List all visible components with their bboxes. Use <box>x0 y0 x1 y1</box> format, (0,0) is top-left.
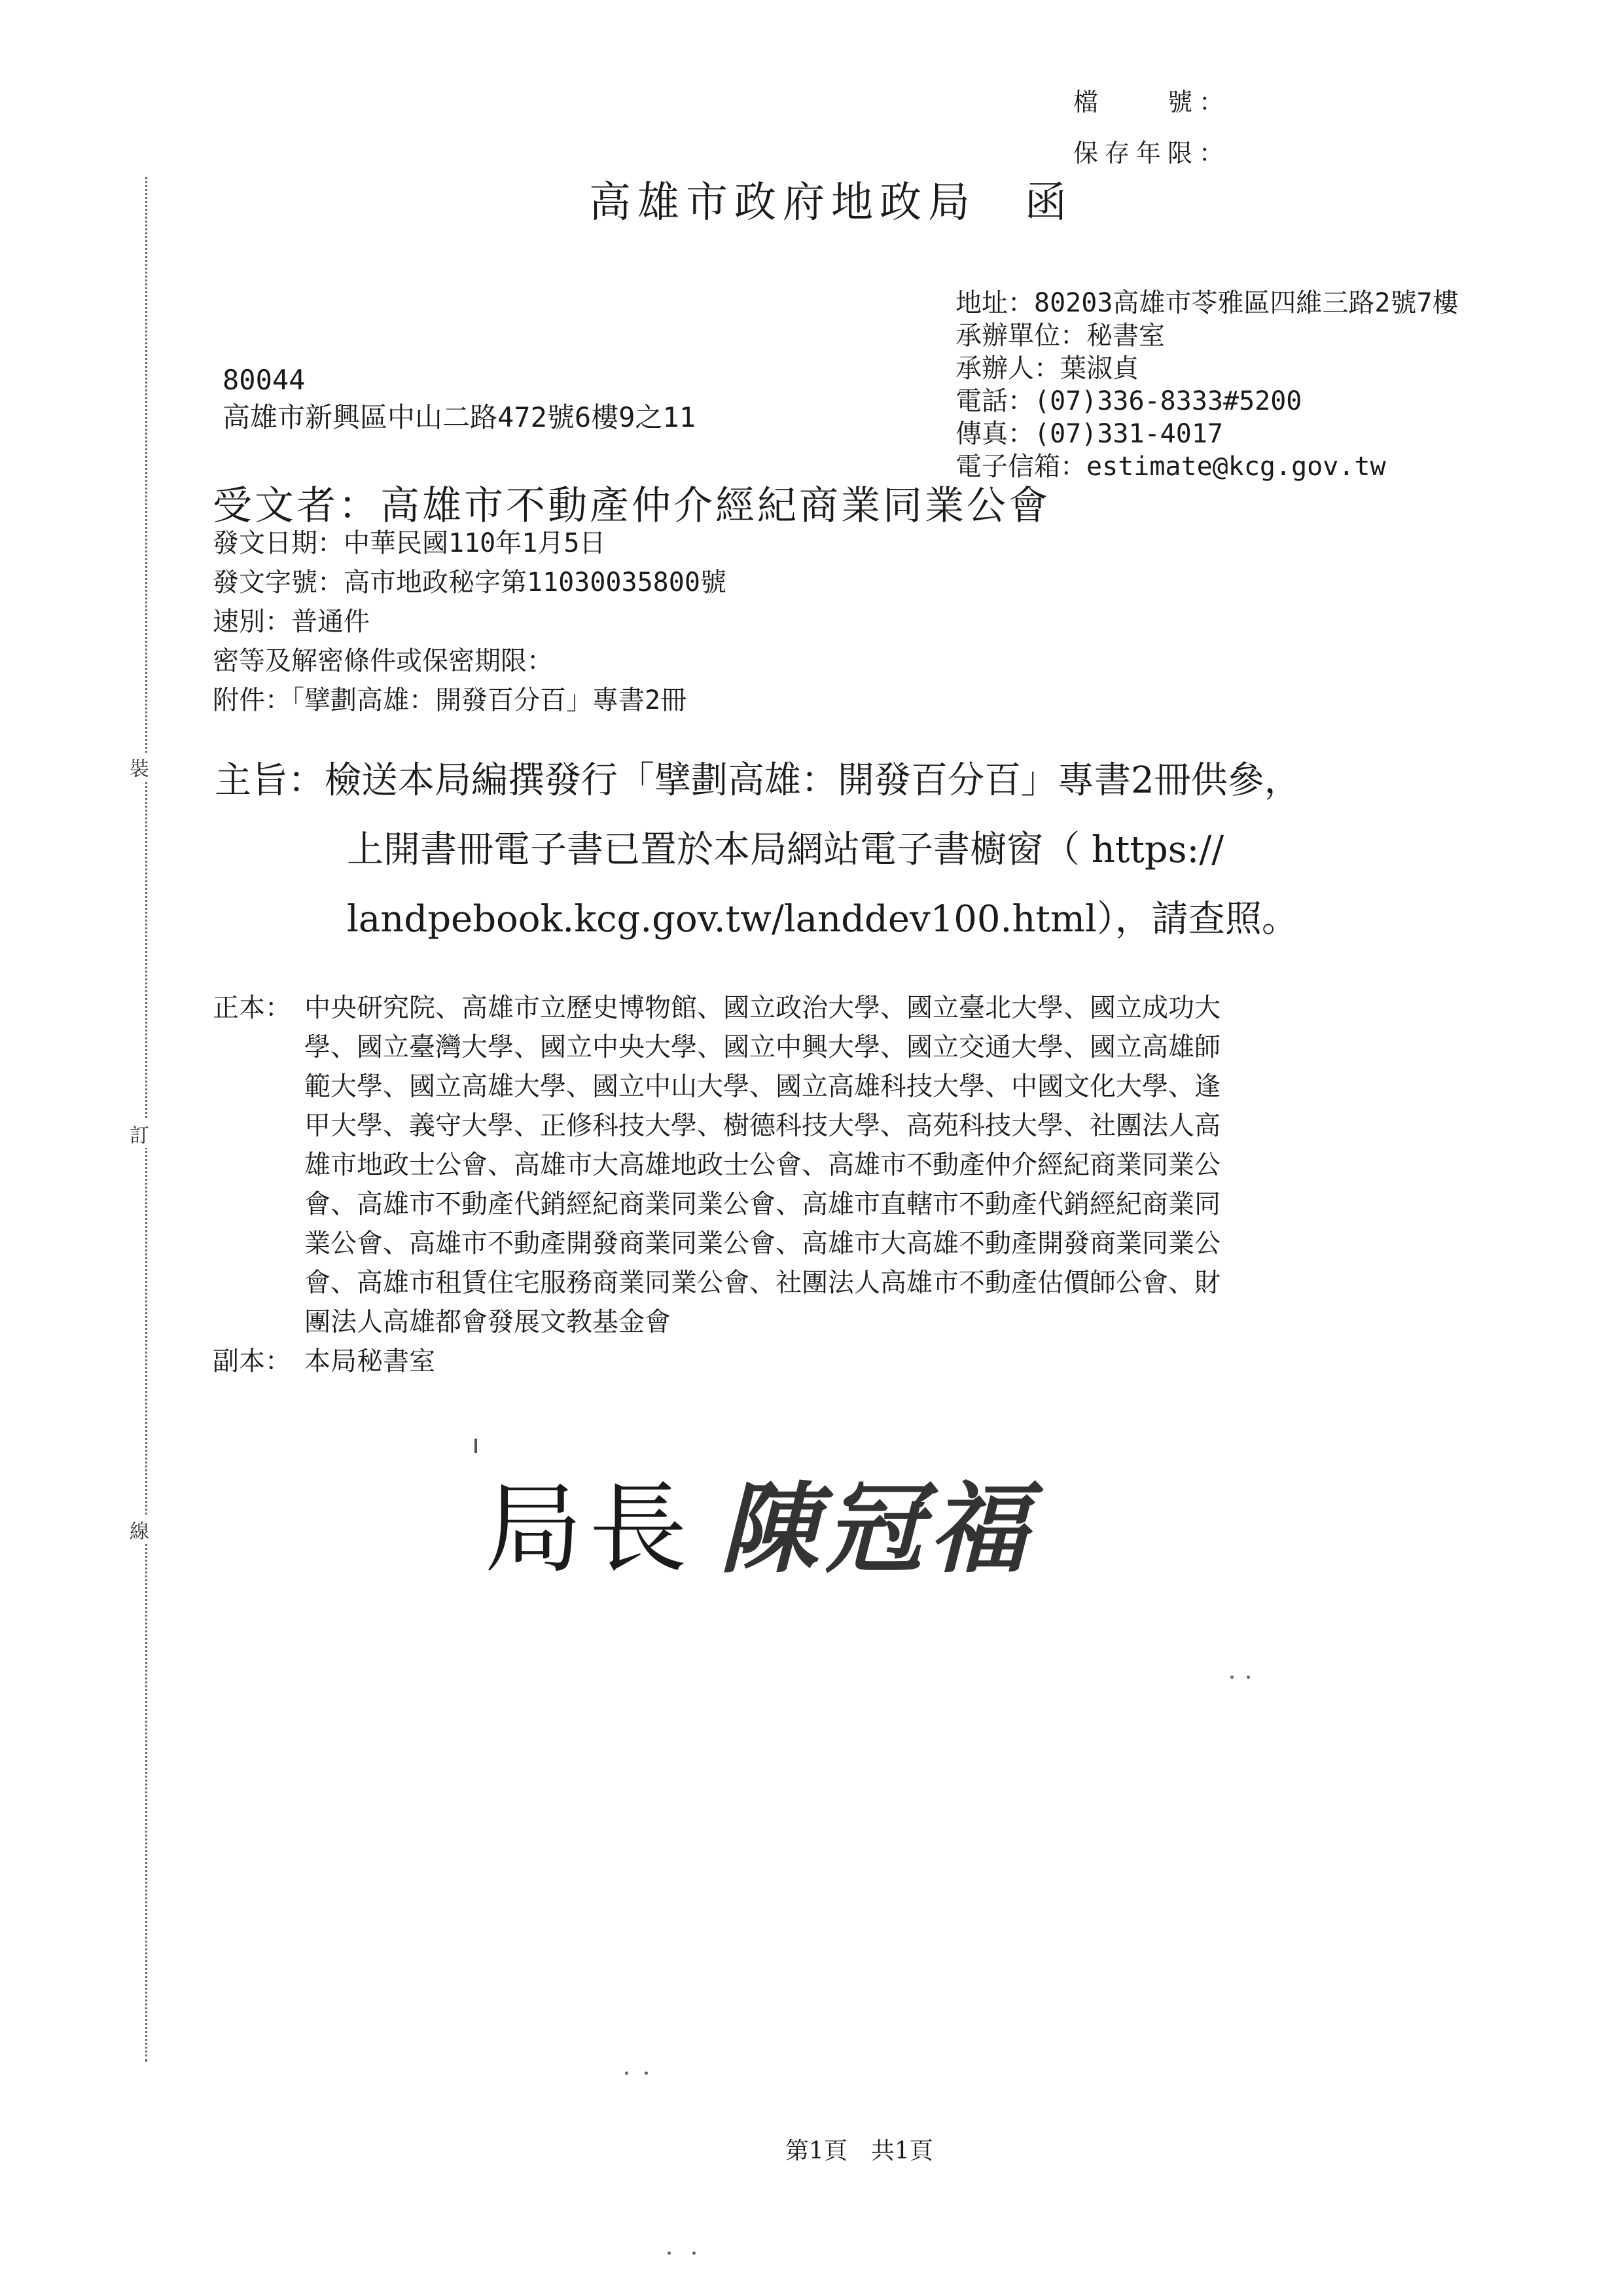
document-number: 發文字號：高市地政秘字第11030035800號 <box>213 567 726 598</box>
main-recipients-line: 會、高雄市租賃住宅服務商業同業公會、社團法人高雄市不動產估價師公會、財 <box>304 1268 1221 1298</box>
scan-mark <box>474 1439 477 1453</box>
sender-unit: 承辦單位：秘書室 <box>955 321 1165 351</box>
scan-speck <box>1247 1676 1250 1679</box>
main-recipients-line: 範大學、國立高雄大學、國立中山大學、國立高雄科技大學、中國文化大學、逢 <box>304 1071 1221 1102</box>
sender-handler: 承辦人：葉淑貞 <box>955 353 1139 384</box>
subject-line-1: 主旨：檢送本局編撰發行「擘劃高雄：開發百分百」專書2冊供參， <box>215 759 1301 802</box>
receiver-address: 高雄市新興區中山二路472號6樓9之11 <box>223 401 696 433</box>
receiver-postal-code: 80044 <box>223 364 306 396</box>
subject-line-2: 上開書冊電子書已置於本局網站電子書櫥窗（ https:// <box>347 829 1224 871</box>
sender-phone: 電話：(07)336-8333#5200 <box>955 386 1302 416</box>
sender-email: 電子信箱：estimate@kcg.gov.tw <box>955 452 1386 482</box>
main-recipients-line: 業公會、高雄市不動產開發商業同業公會、高雄市大高雄不動產開發商業同業公 <box>304 1229 1221 1259</box>
subject-line-3: landpebook.kcg.gov.tw/landdev100.html），請查照。 <box>347 898 1298 941</box>
attachment: 附件：「擘劃高雄：開發百分百」專書2冊 <box>213 685 687 715</box>
signature-block <box>484 1450 1034 1591</box>
scan-speck <box>645 2072 648 2075</box>
secrecy-level: 密等及解密條件或保密期限： <box>213 646 553 676</box>
sender-contact-block <box>955 287 1459 483</box>
sender-fax: 傳真：(07)331-4017 <box>955 419 1223 449</box>
binding-mark-ding: 訂 <box>130 1119 149 1148</box>
main-recipients-line: 雄市地政士公會、高雄市大高雄地政士公會、高雄市不動產仲介經紀商業同業公 <box>304 1150 1221 1180</box>
main-recipients-line: 甲大學、義守大學、正修科技大學、樹德科技大學、高苑科技大學、社團法人高 <box>304 1111 1221 1141</box>
file-number-label: 檔 號： <box>1073 88 1231 117</box>
sender-address: 地址：80203高雄市苓雅區四維三路2號7樓 <box>955 288 1459 318</box>
binding-mark-zhuang: 裝 <box>130 753 149 781</box>
main-recipients-line: 會、高雄市不動產代銷經紀商業同業公會、高雄市直轄市不動產代銷經紀商業同 <box>304 1189 1221 1219</box>
recipient-line: 受文者：高雄市不動產仲介經紀商業同業公會 <box>213 483 1050 529</box>
document-fields <box>213 524 726 720</box>
main-recipients-line: 中央研究院、高雄市立歷史博物館、國立政治大學、國立臺北大學、國立成功大 <box>304 993 1221 1023</box>
page-number: 第1頁 共1頁 <box>785 2138 933 2164</box>
main-recipients-line: 團法人高雄都會發展文教基金會 <box>304 1307 671 1337</box>
issue-date: 發文日期：中華民國110年1月5日 <box>213 528 606 558</box>
scan-speck <box>1230 1676 1234 1679</box>
delivery-speed: 速別：普通件 <box>213 607 370 637</box>
scan-speck <box>692 2251 696 2255</box>
scan-speck <box>668 2251 671 2255</box>
retention-period-label: 保存年限： <box>1073 139 1231 168</box>
document-title: 高雄市政府地政局 函 <box>589 179 1073 227</box>
scan-speck <box>625 2072 628 2075</box>
main-recipients-line: 學、國立臺灣大學、國立中央大學、國立中興大學、國立交通大學、國立高雄師 <box>304 1032 1221 1062</box>
copy-recipients-value: 本局秘書室 <box>304 1346 435 1376</box>
main-recipients-list <box>304 988 1221 1342</box>
copy-recipients-label: 副本： <box>213 1346 291 1376</box>
signature-name: 陳冠福 <box>720 1471 1035 1587</box>
binding-mark-xian: 線 <box>130 1515 149 1544</box>
main-recipients-label: 正本： <box>213 993 291 1023</box>
signature-title: 局長 <box>484 1473 694 1587</box>
